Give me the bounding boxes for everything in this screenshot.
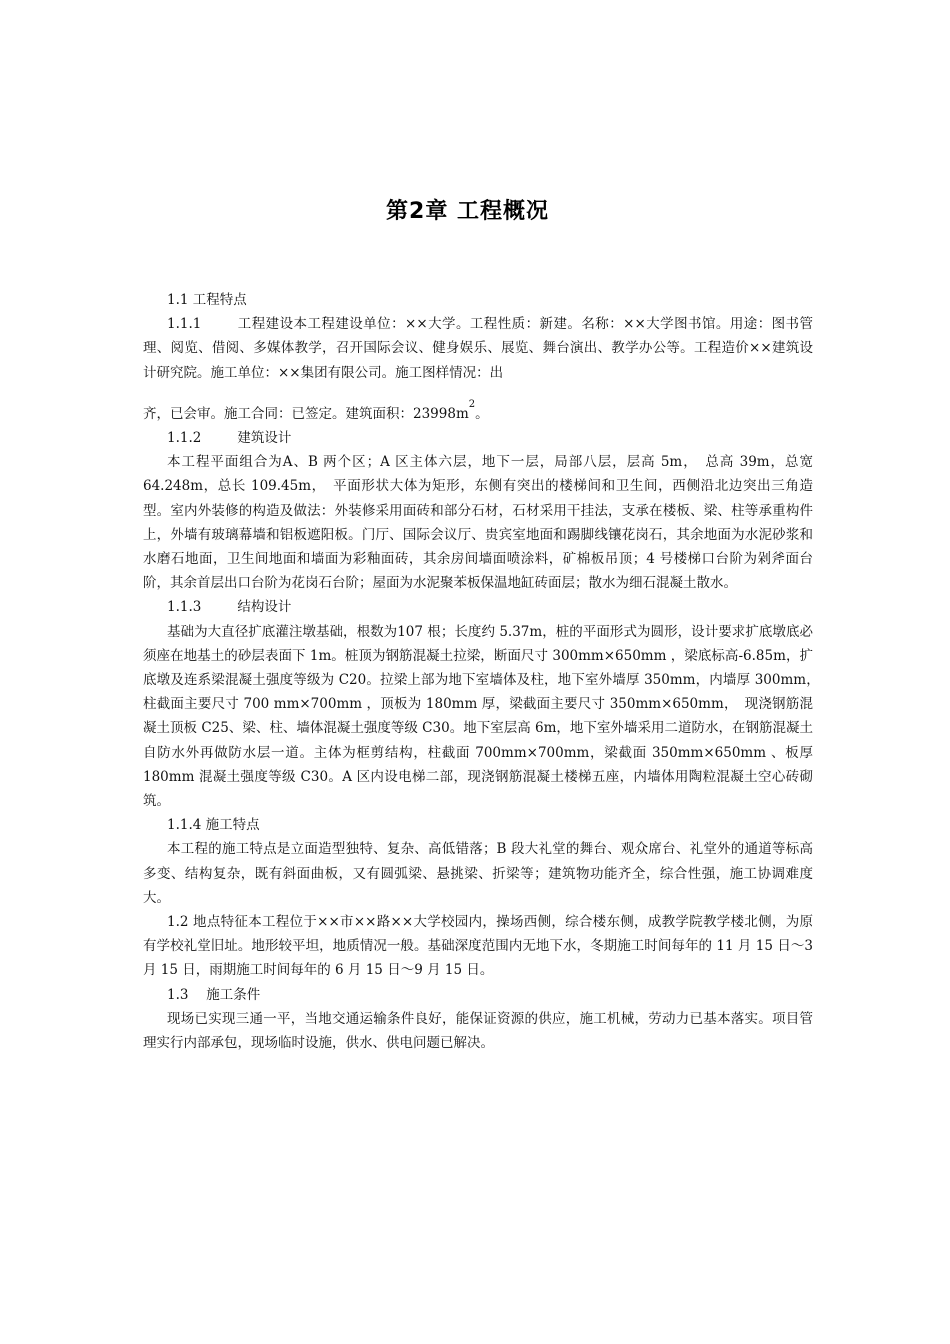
section-heading-1-1-3: 1.1.3 结构设计 xyxy=(167,599,292,616)
section-1-1-1-number: 1.1.1 xyxy=(167,316,202,333)
section-1-3-paragraph: 现场已实现三通一平，当地交通运输条件良好，能保证资源的供应，施工机械，劳动力已基本落实。项目管理实行内部承包，现场临时设施，供水、供电问题已解决。 xyxy=(143,1010,813,1052)
section-1-1-1-paragraph xyxy=(143,312,813,385)
chapter-title: 第2章 工程概况 xyxy=(386,199,549,224)
document-body xyxy=(143,288,827,1055)
section-1-1-2-paragraph: 本工程平面组合为A、B 两个区；A 区主体六层，地下一层，局部八层，层高 5m， 总高 39m，总宽 64.248m，总长 109.45m， 平面形状大体为矩形，东侧有突出的楼梯间和卫生间，西侧沿北边突出三角造型。室内外装修的构造及做法：外装修采用面砖和部分石材，石材采用干挂法，支承在楼板、梁、柱等承重构件上，外墙有玻璃幕墙和铝板遮阳板。门厅、国际会议厅、贵宾室地面和踢脚线镶花岗石，其余地面为水泥砂浆和水磨石地面，卫生间地面和墙面为彩釉面砖，其余房间墙面喷涂料，矿棉板吊顶；4 号楼梯口台阶为剁斧面台阶，其余首层出口台阶为花岗石台阶；屋面为水泥聚苯板保温地缸砖面层；散水为细石混凝土散水。 xyxy=(143,454,813,592)
section-heading-1-1-2: 1.1.2 建筑设计 xyxy=(167,430,292,447)
section-1-2-paragraph: 1.2 地点特征本工程位于××市××路××大学校园内，操场西侧，综合楼东侧，成教学院教学楼北侧，为原有学校礼堂旧址。地形较平坦，地质情况一般。基础深度范围内无地下水，冬期施工时间每年的 11 月 15 日～3 月 15 日，雨期施工时间每年的 6 月 15 日～9 月 15 日。 xyxy=(143,914,813,979)
section-1-1-1-tail: 齐，已会审。施工合同：已签定。建筑面积：$23998m^2$。 xyxy=(143,398,489,422)
section-1-1-1-text: 工程建设本工程建设单位：××大学。工程性质：新建。名称：××大学图书馆。用途：图书管理、阅览、借阅、多媒体教学，召开国际会议、健身娱乐、展览、舞台演出、教学办公等。工程造价××建筑设计研究院。施工单位：××集团有限公司。施工图样情况：出 xyxy=(143,316,813,381)
section-1-1-4-paragraph: 本工程的施工特点是立面造型独特、复杂、高低错落；B 段大礼堂的舞台、观众席台、礼堂外的通道等标高多变、结构复杂，既有斜面曲板，又有圆弧梁、悬挑梁、折梁等；建筑物功能齐全，综合性强，施工协调难度大。 xyxy=(143,841,813,906)
section-heading-1-3: 1.3 施工条件 xyxy=(167,986,261,1003)
section-heading-1-1: 1.1 工程特点 xyxy=(167,292,247,308)
section-1-1-3-paragraph: 基础为大直径扩底灌注墩基础，根数为107 根；长度约 5.37m，桩的平面形式为圆形，设计要求扩底墩底必须座在地基土的砂层表面下 1m。桩顶为钢筋混凝土拉梁，断面尺寸 300mm×650mm ，梁底标高-6.85m，扩底墩及连系梁混凝土强度等级为 C20。拉梁上部为地下室墙体及柱，地下室外墙厚 350mm，内墙厚 300mm， 柱截面主要尺寸 700 mm×700mm ，顶板为 180mm 厚，梁截面主要尺寸 350mm×650mm， 现浇钢筋混凝土顶板 C25、梁、柱、墙体混凝土强度等级 C30。地下室层高 6m，地下室外墙采用二道防水，在钢筋混凝土自防水外再做防水层一道。主体为框剪结构，柱截面 700mm×700mm，梁截面 350mm×650mm 、板厚 180mm 混凝土强度等级 C30。A 区内设电梯二部，现浇钢筋混凝土楼梯五座，内墙体用陶粒混凝土空心砖砌筑。 xyxy=(143,623,827,810)
section-heading-1-1-4: 1.1.4 施工特点 xyxy=(167,817,260,834)
area-superscript: 2 xyxy=(468,398,476,410)
